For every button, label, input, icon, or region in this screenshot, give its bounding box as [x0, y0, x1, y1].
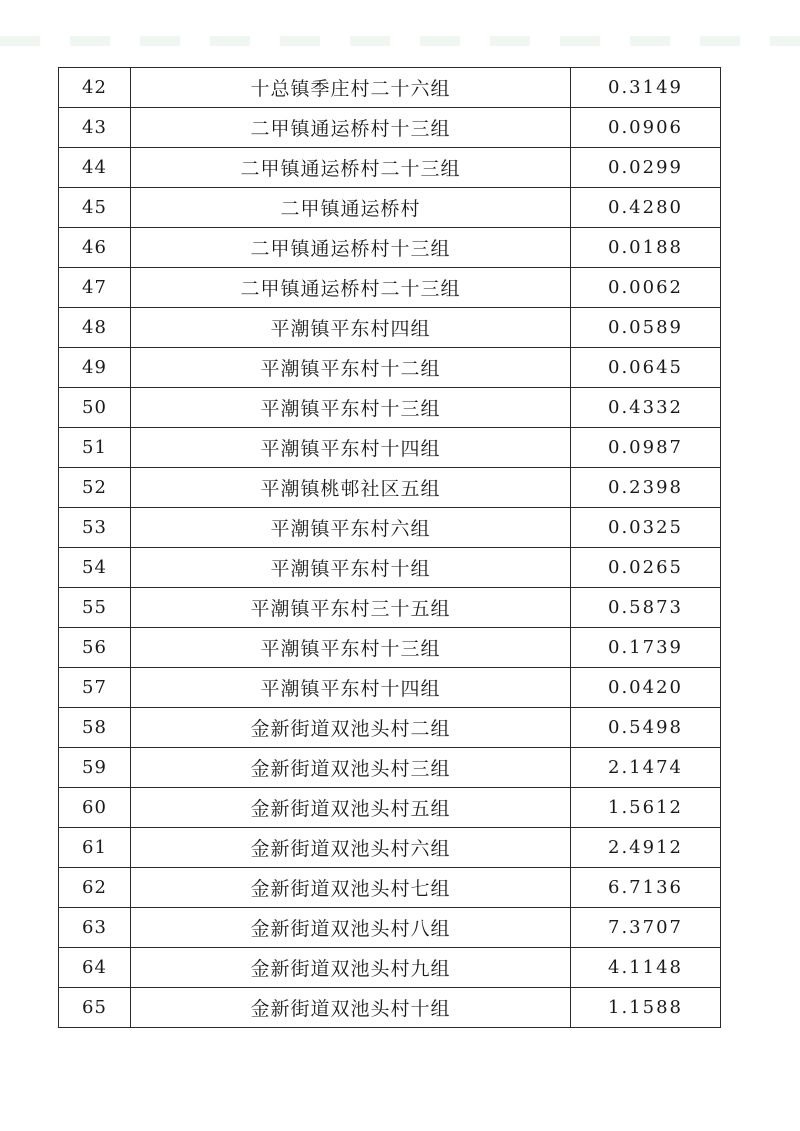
row-number: 57 [59, 668, 131, 708]
location-name: 平潮镇平东村六组 [131, 508, 571, 548]
table-row [59, 668, 721, 708]
area-value: 0.0188 [571, 228, 721, 268]
table-row [59, 708, 721, 748]
table-row [59, 908, 721, 948]
location-name: 金新街道双池头村二组 [131, 708, 571, 748]
row-number: 63 [59, 908, 131, 948]
table-row [59, 788, 721, 828]
location-name: 金新街道双池头村九组 [131, 948, 571, 988]
location-name: 平潮镇平东村十二组 [131, 348, 571, 388]
table-row [59, 228, 721, 268]
location-name: 金新街道双池头村八组 [131, 908, 571, 948]
scan-edge-artifact [0, 36, 800, 46]
area-value: 0.3149 [571, 68, 721, 108]
table-row [59, 588, 721, 628]
row-number: 52 [59, 468, 131, 508]
location-name: 二甲镇通运桥村十三组 [131, 108, 571, 148]
area-value: 7.3707 [571, 908, 721, 948]
table-row [59, 748, 721, 788]
row-number: 50 [59, 388, 131, 428]
table-row [59, 68, 721, 108]
location-name: 平潮镇平东村十组 [131, 548, 571, 588]
location-name: 平潮镇平东村四组 [131, 308, 571, 348]
location-name: 平潮镇平东村十四组 [131, 428, 571, 468]
area-value: 0.0420 [571, 668, 721, 708]
table-row [59, 868, 721, 908]
table-row [59, 988, 721, 1028]
row-number: 49 [59, 348, 131, 388]
row-number: 43 [59, 108, 131, 148]
row-number: 64 [59, 948, 131, 988]
location-name: 平潮镇平东村十三组 [131, 628, 571, 668]
row-number: 58 [59, 708, 131, 748]
land-area-table [58, 67, 721, 1028]
table-row [59, 108, 721, 148]
area-value: 0.4332 [571, 388, 721, 428]
table-row [59, 468, 721, 508]
row-number: 54 [59, 548, 131, 588]
area-value: 0.4280 [571, 188, 721, 228]
area-value: 0.0645 [571, 348, 721, 388]
table-row [59, 348, 721, 388]
row-number: 56 [59, 628, 131, 668]
location-name: 十总镇季庄村二十六组 [131, 68, 571, 108]
table-row [59, 308, 721, 348]
row-number: 60 [59, 788, 131, 828]
location-name: 金新街道双池头村七组 [131, 868, 571, 908]
row-number: 44 [59, 148, 131, 188]
table-row [59, 828, 721, 868]
table-row [59, 948, 721, 988]
area-value: 0.0299 [571, 148, 721, 188]
area-value: 1.5612 [571, 788, 721, 828]
location-name: 金新街道双池头村十组 [131, 988, 571, 1028]
area-value: 0.5498 [571, 708, 721, 748]
table-row [59, 388, 721, 428]
table-row [59, 428, 721, 468]
table-row [59, 508, 721, 548]
area-value: 0.5873 [571, 588, 721, 628]
row-number: 59 [59, 748, 131, 788]
table-row [59, 268, 721, 308]
row-number: 61 [59, 828, 131, 868]
area-value: 0.0987 [571, 428, 721, 468]
row-number: 48 [59, 308, 131, 348]
location-name: 金新街道双池头村三组 [131, 748, 571, 788]
table-body [59, 68, 721, 1028]
area-value: 2.1474 [571, 748, 721, 788]
table-row [59, 548, 721, 588]
area-value: 0.1739 [571, 628, 721, 668]
row-number: 62 [59, 868, 131, 908]
area-value: 6.7136 [571, 868, 721, 908]
area-value: 1.1588 [571, 988, 721, 1028]
location-name: 平潮镇平东村十三组 [131, 388, 571, 428]
location-name: 金新街道双池头村六组 [131, 828, 571, 868]
row-number: 45 [59, 188, 131, 228]
location-name: 二甲镇通运桥村二十三组 [131, 148, 571, 188]
row-number: 53 [59, 508, 131, 548]
area-value: 0.0906 [571, 108, 721, 148]
area-value: 4.1148 [571, 948, 721, 988]
row-number: 47 [59, 268, 131, 308]
row-number: 51 [59, 428, 131, 468]
location-name: 平潮镇平东村十四组 [131, 668, 571, 708]
location-name: 金新街道双池头村五组 [131, 788, 571, 828]
row-number: 46 [59, 228, 131, 268]
table-row [59, 188, 721, 228]
row-number: 65 [59, 988, 131, 1028]
area-value: 0.0062 [571, 268, 721, 308]
location-name: 平潮镇桃邨社区五组 [131, 468, 571, 508]
area-value: 0.0589 [571, 308, 721, 348]
location-name: 平潮镇平东村三十五组 [131, 588, 571, 628]
location-name: 二甲镇通运桥村十三组 [131, 228, 571, 268]
table-row [59, 148, 721, 188]
row-number: 55 [59, 588, 131, 628]
area-value: 0.0325 [571, 508, 721, 548]
location-name: 二甲镇通运桥村 [131, 188, 571, 228]
area-value: 0.0265 [571, 548, 721, 588]
area-value: 2.4912 [571, 828, 721, 868]
area-value: 0.2398 [571, 468, 721, 508]
location-name: 二甲镇通运桥村二十三组 [131, 268, 571, 308]
table-row [59, 628, 721, 668]
row-number: 42 [59, 68, 131, 108]
